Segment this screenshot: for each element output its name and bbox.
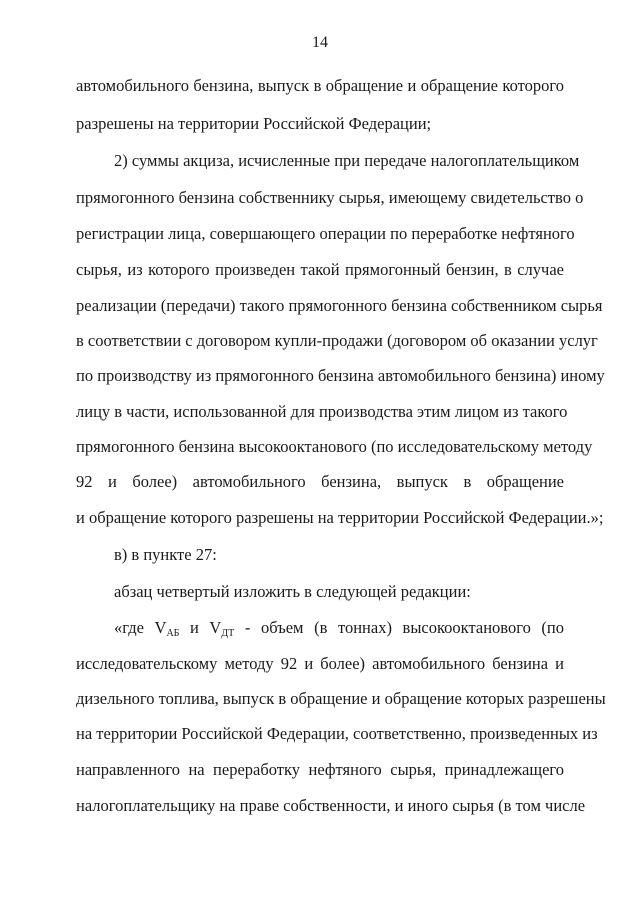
text-line: дизельного топлива, выпуск в обращение и обращение которых разрешены	[76, 689, 606, 708]
formula-suffix: - объем (в тоннах) высокооктанового (по	[234, 618, 564, 637]
formula-line	[114, 618, 564, 644]
page-number: 14	[312, 34, 328, 51]
text-line: налогоплательщику на праве собственности, и иного сырья (в том числе	[76, 796, 586, 815]
text-line: сырья, из которого произведен такой прямогонный бензин, в случае	[76, 260, 564, 279]
formula-subscript-dt: ДТ	[221, 628, 235, 639]
text-line: в) в пункте 27:	[114, 545, 217, 564]
text-line: 2) суммы акциза, исчисленные при передаче налогоплательщиком	[114, 151, 580, 170]
text-line: реализации (передачи) такого прямогонного бензина собственником сырья	[76, 296, 603, 315]
text-line: лицу в части, использованной для производства этим лицом из такого	[76, 402, 568, 421]
text-line: регистрации лица, совершающего операции по переработке нефтяного	[76, 224, 575, 243]
formula-subscript-ab: АБ	[166, 628, 180, 639]
text-line: направленного на переработку нефтяного сырья, принадлежащего	[76, 760, 564, 779]
text-line: абзац четвертый изложить в следующей редакции:	[114, 582, 471, 601]
text-line: разрешены на территории Российской Федерации;	[76, 114, 432, 133]
text-line: и обращение которого разрешены на территории Российской Федерации.»;	[76, 508, 604, 527]
formula-prefix: «где V	[114, 618, 167, 637]
text-line: автомобильного бензина, выпуск в обращение и обращение которого	[76, 76, 564, 95]
text-line: на территории Российской Федерации, соответственно, произведенных из	[76, 724, 598, 743]
text-line: в соответствии с договором купли-продажи (договором об оказании услуг	[76, 331, 598, 350]
text-line: прямогонного бензина собственнику сырья, имеющему свидетельство о	[76, 188, 584, 207]
text-line: 92 и более) автомобильного бензина, выпуск в обращение	[76, 472, 564, 491]
text-line: по производству из прямогонного бензина автомобильного бензина) иному	[76, 366, 605, 385]
text-line: исследовательскому методу 92 и более) автомобильного бензина и	[76, 654, 564, 673]
text-line: прямогонного бензина высокооктанового (по исследовательскому методу	[76, 437, 593, 456]
formula-middle: и V	[179, 618, 222, 637]
